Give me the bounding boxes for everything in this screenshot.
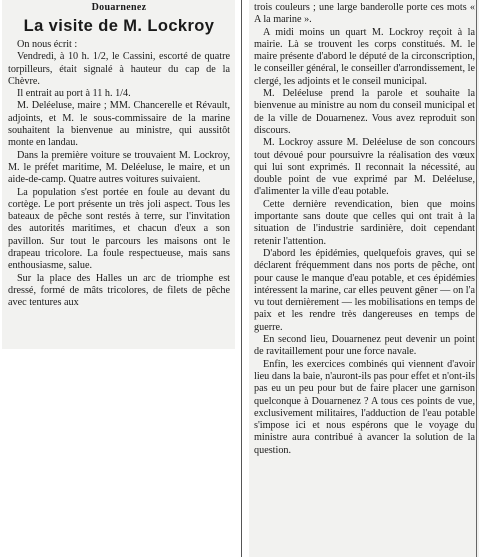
dateline-place: Douarnenez bbox=[91, 2, 147, 13]
paragraph: Dans la première voiture se trouvaient M. Lockroy, M. le préfet maritime, M. Deléeluse, le maire, et un aide-de-camp. Quatre autres voitures suivaient. bbox=[8, 149, 230, 186]
paragraph: On nous écrit : bbox=[17, 39, 78, 50]
left-column bbox=[2, 0, 235, 349]
paragraph: Vendredi, à 10 h. 1/2, le Cassini, escorté de quatre torpilleurs, était signalé à hauteur du cap de la Chèvre. bbox=[8, 51, 230, 87]
paragraph: Cette dernière revendication, bien que moins importante sans doute que celles qui ont trait à la situation de l'industrie sardinière, doit cependant retenir l'attention. bbox=[254, 198, 475, 247]
paragraph: M. Deléeluse prend la parole et souhaite la bienvenue au ministre au nom du conseil municipal et de la ville de Douarnenez. Vous avez reproduit son discours. bbox=[254, 88, 475, 136]
paragraph-continued: trois couleurs ; une large banderolle porte ces mots « A la marine ». bbox=[254, 2, 475, 26]
paragraph: La population s'est portée en foule au devant du cortège. Le port présente un très joli aspect. Tous les bateaux de pêche sont restés à terre, sur l'invitation des autorités maritimes, et chacun d'eux a son pavillon. Sur tout le parcours les maisons ont le drapeau tricolore. La foule respectueuse, mais sans enthousiasme, salue. bbox=[8, 186, 230, 272]
right-column bbox=[249, 0, 479, 557]
right-edge-rule bbox=[476, 0, 477, 557]
paragraph: En second lieu, Douarnenez peut devenir un point de ravitaillement pour une force navale. bbox=[254, 334, 475, 358]
article-title: La visite de M. Lockroy bbox=[23, 17, 215, 35]
paragraph: Il entrait au port à 11 h. 1/4. bbox=[17, 88, 131, 100]
paragraph: A midi moins un quart M. Lockroy reçoit à la mairie. Là se trouvent les corps constitués. M. le maire présente d'abord le député de la circonscription, le conseiller général, le conseiller d'arrondissement, le clergé, les adjoints et le conseil municipal. bbox=[254, 26, 475, 87]
paragraph: D'abord les épidémies, quelquefois graves, qui se déclarent fréquemment dans nos ports de pêche, ont pour cause le manque d'eau potable, et ces épidémies intéressent la marine, car elles peuvent gêner — on l'a vu tout dernièrement — les mobilisations en temps de paix et les rendre très dangereuses en temps de guerre. bbox=[254, 247, 475, 333]
paragraph: M. Deléeluse, maire ; MM. Chancerelle et Révault, adjoints, et M. le sous-commissaire de la marine souhaitent la bienvenue au ministre, qui aussitôt monte en landau. bbox=[8, 100, 230, 149]
paragraph: Sur la place des Halles un arc de triomphe est dressé, formé de mâts tricolores, de filets de pêche avec tentures aux bbox=[8, 272, 230, 309]
paragraph: M. Lockroy assure M. Deléeluse de son concours tout dévoué pour poursuivre la réalisation des vœux qui lui sont exprimés. Il reconnait la nécessité, au double point de vue exprimé par M. Deléeluse, d'alimenter la ville d'eau potable. bbox=[254, 137, 475, 198]
column-divider bbox=[241, 0, 242, 557]
paragraph: Enfin, les exercices combinés qui viennent d'avoir lieu dans la baie, n'auront-ils pas pour effet et n'ont-ils pas eu un peu pour but de faire placer une garnison quelconque à Douarnenez ? A tous ces points de vue, exclusivement militaires, l'adduction de l'eau potable s'impose ici et nous espérons que le voyage du ministre aura contribué à avancer la solution de la question. bbox=[254, 358, 475, 456]
